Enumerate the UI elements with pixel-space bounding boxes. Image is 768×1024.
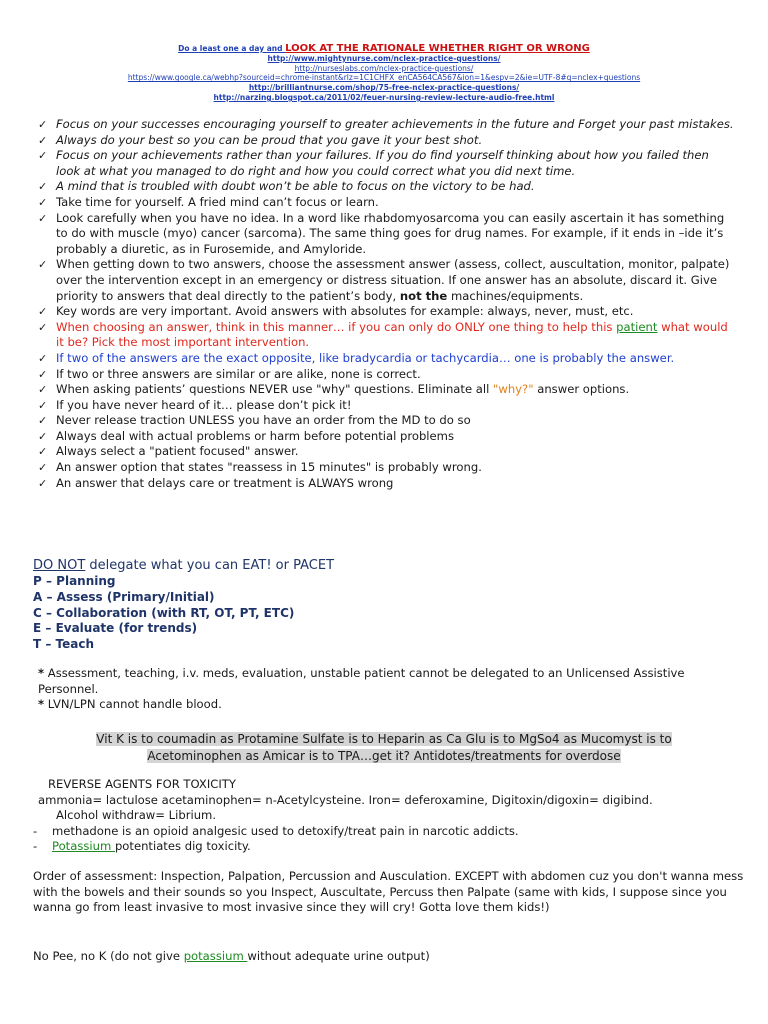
- delegation-note: [38, 697, 738, 713]
- potassium-link[interactable]: Potassium: [52, 839, 115, 854]
- check-icon: ✓: [38, 149, 48, 163]
- link-brilliantnurse[interactable]: http://brilliantnurse.com/shop/75-free-nclex-practice-questions/: [248, 83, 520, 93]
- asterisk-bullet: *: [38, 666, 45, 680]
- tip-text: When getting down to two answers, choose the assessment answer (assess, collect, auscultation, monitor, palpate) over the intervention except in an emergency or distress situation. If one answer has an absolute, discard it. Give priority to answers that deal directly to the patient’s body,: [56, 257, 730, 303]
- pacet-word: Evaluate (for trends): [55, 621, 198, 636]
- delegation-text: LVN/LPN cannot handle blood.: [47, 697, 222, 712]
- pacet-row: T – Teach: [33, 637, 95, 652]
- asterisk-bullet: *: [38, 697, 45, 712]
- pacet-section: [33, 557, 733, 653]
- antidote-highlight-block: [0, 731, 768, 765]
- no-pee-no-k-note: [33, 949, 745, 965]
- nopee-text: No Pee, no K (do not give: [33, 949, 184, 963]
- tip-text: Never release traction UNLESS you have an order from the MD to do so: [56, 413, 471, 428]
- pacet-row: A – Assess (Primary/Initial): [33, 589, 215, 604]
- check-icon: ✓: [38, 180, 48, 194]
- dash-bullet: -: [33, 839, 38, 854]
- list-item: [36, 320, 736, 351]
- list-item: [36, 429, 736, 445]
- reverse-agents-line: ammonia= lactulose acetaminophen= n-Acetylcysteine. Iron= deferoxamine, Digitoxin/digoxin= digibind.: [38, 792, 653, 807]
- pacet-word: Teach: [55, 637, 95, 652]
- list-item: [36, 444, 736, 460]
- order-of-assessment: Order of assessment: Inspection, Palpation, Percussion and Ausculation. EXCEPT with abdomen cuz you don't wanna mess with the bowels and their sounds so you Inspect, Auscultate, Percuss then Palpate (same with kids, I suppose since you wanna go from least invasive to most invasive since they will cry! Gotta love them kids!): [33, 869, 744, 915]
- list-item: [36, 460, 736, 476]
- list-item: [36, 367, 736, 383]
- pacet-word: Planning: [56, 574, 116, 588]
- nopee-text: without adequate urine output): [247, 949, 430, 963]
- check-icon: ✓: [38, 320, 48, 334]
- list-item: [36, 117, 736, 133]
- list-item: [36, 476, 736, 492]
- tip-text: Focus on your achievements rather than your failures. If you do find yourself thinking about how you failed then look at what you managed to do right and how you could correct what you did next time.: [56, 148, 709, 178]
- header-rationale-emphasis: LOOK AT THE RATIONALE WHETHER RIGHT OR WRONG: [285, 43, 590, 54]
- check-icon: ✓: [38, 195, 48, 209]
- check-icon: ✓: [38, 461, 48, 475]
- tip-text: Focus on your successes encouraging yourself to greater achievements in the future and Forget your past mistakes.: [56, 117, 734, 131]
- reverse-agents-section: [33, 777, 738, 855]
- tip-text: Key words are very important. Avoid answers with absolutes for example: always, never, must, etc.: [56, 304, 634, 319]
- do-not-underlined: DO NOT: [33, 558, 86, 573]
- pacet-letter: C: [33, 605, 42, 620]
- patient-link[interactable]: patient: [616, 319, 658, 334]
- tip-bold-text: not the: [399, 288, 448, 303]
- tip-text: When choosing an answer, think in this manner… if you can only do ONLY one thing to help this: [56, 319, 617, 334]
- check-icon: ✓: [38, 367, 48, 381]
- methadone-text: methadone is an opioid analgesic used to detoxify/treat pain in narcotic addicts.: [52, 823, 519, 838]
- list-item: [36, 382, 736, 398]
- delegation-note: [38, 666, 738, 697]
- reverse-agents-title: REVERSE AGENTS FOR TOXICITY: [48, 777, 236, 791]
- list-item: [36, 413, 736, 429]
- tip-text: Take time for yourself. A fried mind can’t focus or learn.: [56, 194, 379, 209]
- tip-text: If two of the answers are the exact opposite, like bradycardia or tachycardia… one is probably the answer.: [56, 350, 675, 365]
- list-item: [36, 179, 736, 195]
- pacet-word: Collaboration (with RT, OT, PT, ETC): [56, 605, 295, 620]
- reverse-agents-line: Alcohol withdraw= Librium.: [56, 808, 217, 823]
- check-icon: ✓: [38, 445, 48, 459]
- check-icon: ✓: [38, 351, 48, 365]
- list-item: [36, 304, 736, 320]
- list-item: [36, 211, 736, 258]
- tip-text: If two or three answers are similar or are alike, none is correct.: [56, 366, 421, 381]
- tip-text: When asking patients’ questions NEVER use "why" questions. Eliminate all: [56, 382, 494, 397]
- list-item: [36, 351, 736, 367]
- tip-text: Look carefully when you have no idea. In a word like rhabdomyosarcoma you can easily ascertain it has something to do with muscle (myo) cancer (sarcoma). The same thing goes for drug names. For example, if it ends in –ide it’s probably a diuretic, as in Furosemide, and Amyloride.: [56, 210, 725, 256]
- header-intro-text: Do a least one a day and: [178, 44, 286, 53]
- tip-text: If you have never heard of it… please don’t pick it!: [56, 397, 352, 412]
- tip-text: An answer option that states "reassess in 15 minutes" is probably wrong.: [56, 460, 482, 475]
- why-highlight: "why?": [493, 382, 534, 397]
- tip-text: what would it be? Pick the most important intervention.: [56, 319, 728, 350]
- check-icon: ✓: [38, 383, 48, 397]
- dash-bullet: -: [33, 823, 38, 838]
- tip-text: An answer that delays care or treatment is ALWAYS wrong: [56, 475, 394, 490]
- check-icon: ✓: [38, 211, 48, 225]
- list-item: [36, 148, 736, 179]
- check-icon: ✓: [38, 258, 48, 272]
- pacet-letter: A: [33, 589, 43, 604]
- delegation-text: Assessment, teaching, i.v. meds, evaluation, unstable patient cannot be delegated to an Unlicensed Assistive Personnel.: [38, 666, 685, 696]
- header-intro-line: [0, 44, 768, 54]
- pacet-heading-text: delegate what you can EAT! or PACET: [85, 558, 335, 573]
- tips-checklist: [36, 117, 736, 491]
- link-narzing-blog[interactable]: http://narzing.blogspot.ca/2011/02/feuer-nursing-review-lecture-audio-free.html: [213, 92, 555, 102]
- check-icon: ✓: [38, 118, 48, 131]
- delegation-notes: [38, 666, 738, 713]
- list-item: [36, 257, 736, 304]
- pacet-row: P – Planning: [33, 574, 116, 588]
- pacet-heading: [33, 557, 733, 574]
- check-icon: ✓: [38, 398, 48, 412]
- tip-text: Always select a "patient focused" answer.: [56, 444, 299, 459]
- tip-text: machines/equipments.: [447, 288, 584, 303]
- list-item: [36, 133, 736, 149]
- link-mightynurse[interactable]: http://www.mightynurse.com/nclex-practice-questions/: [267, 53, 501, 63]
- tip-text: Always do your best so you can be proud that you gave it your best shot.: [56, 132, 483, 147]
- pacet-letter: P: [33, 574, 42, 588]
- tip-text: A mind that is troubled with doubt won’t be able to focus on the victory to be had.: [56, 179, 535, 194]
- pacet-letter: T: [33, 637, 42, 652]
- antidote-line: Acetominophen as Amicar is to TPA…get it? Antidotes/treatments for overdose: [147, 749, 621, 763]
- list-item: [36, 398, 736, 414]
- check-icon: ✓: [38, 476, 48, 490]
- pacet-letter: E: [33, 621, 42, 636]
- link-google-search[interactable]: https://www.google.ca/webhp?sourceid=chrome-instant&rlz=1C1CHFX_enCA564CA567&ion=1&espv=2&ie=UTF-8#q=nclex+questions: [127, 73, 641, 83]
- antidote-line: Vit K is to coumadin as Protamine Sulfate is to Heparin as Ca Glu is to MgSo4 as Mucomyst is to: [96, 732, 672, 746]
- check-icon: ✓: [38, 429, 48, 443]
- tip-text: Always deal with actual problems or harm before potential problems: [56, 428, 454, 443]
- link-nurseslabs[interactable]: http://nurseslabs.com/nclex-practice-questions/: [294, 63, 474, 73]
- check-icon: ✓: [38, 133, 48, 147]
- pacet-word: Assess (Primary/Initial): [56, 589, 215, 604]
- pacet-row: C – Collaboration (with RT, OT, PT, ETC): [33, 605, 295, 620]
- tip-text: answer options.: [533, 382, 630, 397]
- resource-header: [0, 44, 768, 103]
- pacet-row: E – Evaluate (for trends): [33, 621, 198, 636]
- potassium-text: potentiates dig toxicity.: [114, 839, 251, 854]
- check-icon: ✓: [38, 414, 48, 428]
- potassium-link[interactable]: potassium: [183, 949, 248, 963]
- list-item: [33, 824, 733, 840]
- list-item: [33, 839, 733, 855]
- list-item: [36, 195, 736, 211]
- check-icon: ✓: [38, 305, 48, 319]
